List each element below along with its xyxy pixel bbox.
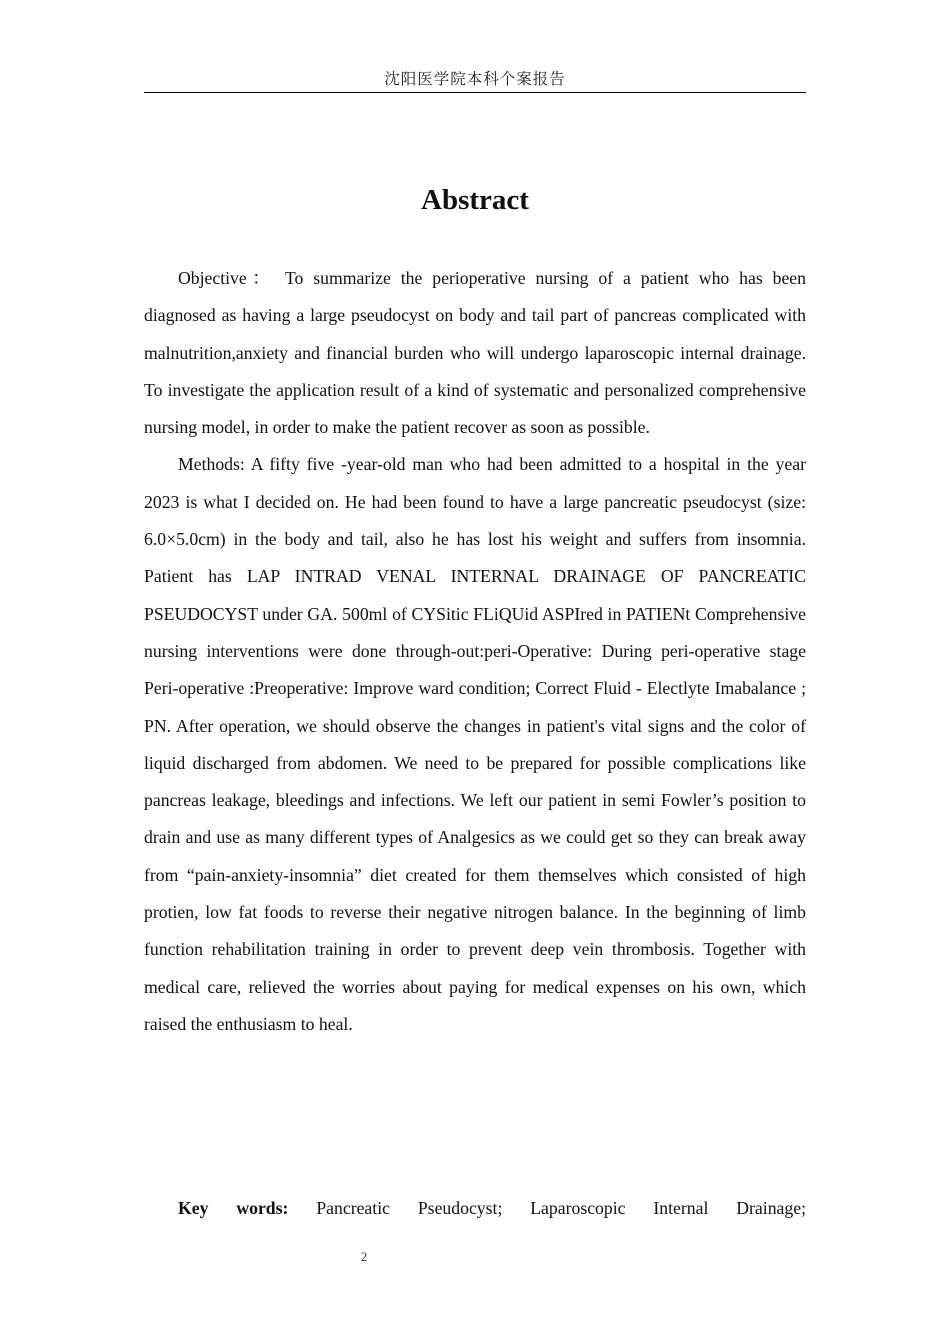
header-text: 沈阳医学院本科个案报告 bbox=[384, 70, 566, 88]
objective-label: Objective： bbox=[178, 268, 276, 288]
keywords-line bbox=[144, 1190, 806, 1227]
keywords-label: Key words: bbox=[178, 1198, 289, 1218]
objective-paragraph bbox=[144, 260, 806, 446]
abstract-title: Abstract bbox=[421, 184, 529, 216]
abstract-body bbox=[144, 260, 806, 1043]
methods-paragraph: Methods: A fifty five -year-old man who had been admitted to a hospital in the year 2023 is what I decided on. He had been found to have a large pancreatic pseudocyst (size: 6.0×5.0cm) in the body and tail, also he has lost his weight and suffers from insomnia. Patient has LAP INTRAD VENAL INTERNAL DRAINAGE OF PANCREATIC PSEUDOCYST under GA. 500ml of CYSitic FLiQUid ASPIred in PATIENt Comprehensive nursing interventions were done through-out:peri-Operative: During peri-operative stage Peri-operative :Preoperative: Improve ward condition; Correct Fluid - Electlyte Imabalance ; PN. After operation, we should observe the changes in patient's vital signs and the color of liquid discharged from abdomen. We need to be prepared for possible complications like pancreas leakage, bleedings and infections. We left our patient in semi Fowler’s position to drain and use as many different types of Analgesics as we could get so they can break away from “pain-anxiety-insomnia” diet created for them themselves which consisted of high protien, low fat foods to reverse their negative nitrogen balance. In the beginning of limb function rehabilitation training in order to prevent deep vein thrombosis. Together with medical care, relieved the worries about paying for medical expenses on his own, which raised the enthusiasm to heal. bbox=[144, 454, 806, 1034]
page-header bbox=[144, 68, 806, 93]
keywords-text: Pancreatic Pseudocyst; Laparoscopic Internal Drainage; bbox=[316, 1198, 806, 1218]
page-number: 2 bbox=[360, 1249, 368, 1264]
objective-text: To summarize the perioperative nursing of a patient who has been diagnosed as having a large pseudocyst on body and tail part of pancreas complicated with malnutrition,anxiety and financial burden who will undergo laparoscopic internal drainage. To investigate the application result of a kind of systematic and personalized comprehensive nursing model, in order to make the patient recover as soon as possible. bbox=[144, 268, 806, 438]
